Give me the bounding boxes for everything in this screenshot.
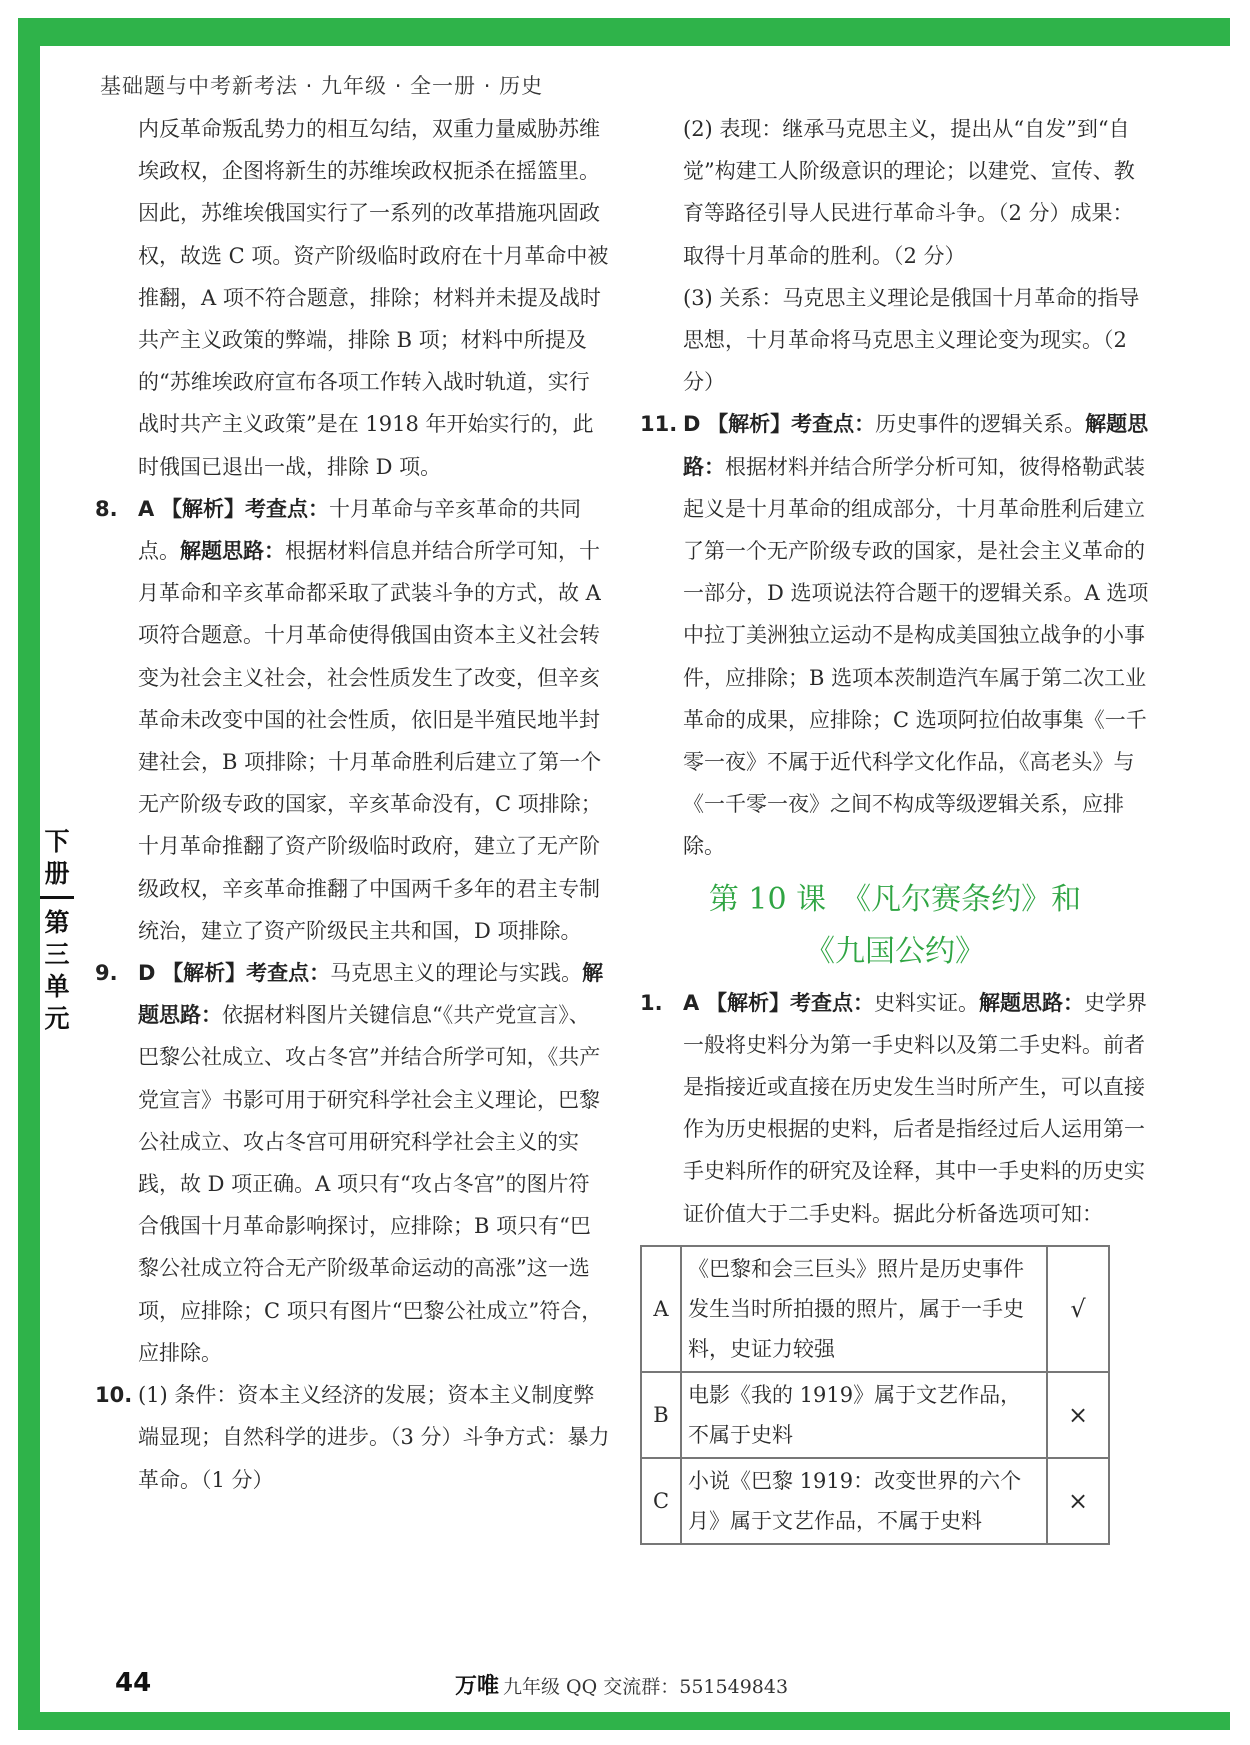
q8-answer xyxy=(95,488,610,952)
q10-part3-text: (3) 关系：马克思主义理论是俄国十月革命的指导思想，十月革命将马克思主义理论变为现实。（2 分） xyxy=(683,285,1140,395)
side-tab-unit-char: 三 xyxy=(44,940,70,969)
key-point-text: 马克思主义的理论与实践。 xyxy=(330,961,583,986)
lesson-title-line: 第 10 课 《凡尔赛条约》和 xyxy=(708,881,1082,917)
page-frame-top xyxy=(18,18,1230,46)
footer-note xyxy=(455,1669,788,1700)
approach-text: 根据材料并结合所学分析可知，彼得格勒武装起义是十月革命的组成部分，十月革命胜利后建立了第一个无产阶级专政的国家，是社会主义革命的一部分，D 选项说法符合题干的逻辑关系。A 选项中拉丁美洲独立运动不是构成美国独立战争的小事件，应排除；B 选项本茨制造汽车属于第二次工业革命的成果，应排除；C 选项阿拉伯故事集《一千零一夜》不属于近代科学文化作品，《高老头》与《一千零一夜》之间不构成等级逻辑关系，应排除。 xyxy=(683,454,1149,859)
cross-mark-icon: × xyxy=(1047,1458,1109,1544)
check-mark-icon: √ xyxy=(1047,1246,1109,1372)
lesson-title-line: 《九国公约》 xyxy=(805,933,985,969)
table-row xyxy=(641,1246,1109,1372)
analysis-tag: 【解析】 xyxy=(707,412,792,437)
key-point-label: 考查点： xyxy=(246,961,331,986)
approach-text: 依据材料图片关键信息“《共产党宣言》、巴黎公社成立、攻占冬宫”并结合所学可知，《共产党宣言》书影可用于研究科学社会主义理论，巴黎公社成立、攻占冬宫可用研究科学社会主义的实践，故 D 项正确。A 项只有“攻占冬宫”的图片符合俄国十月革命影响探讨，应排除；B 项只有“巴黎公社成立符合无产阶级革命运动的高涨”这一选项，应排除；C 项只有图片“巴黎公社成立”符合，应排除。 xyxy=(138,1003,603,1365)
page-number: 44 xyxy=(115,1668,152,1698)
approach-label: 解题思路： xyxy=(138,961,604,1028)
side-tab xyxy=(40,826,74,1035)
option-letter: B xyxy=(641,1372,681,1458)
answer-letter: D xyxy=(138,961,156,986)
left-column xyxy=(95,108,610,1501)
q9-answer xyxy=(95,952,610,1374)
key-point-label: 考查点： xyxy=(789,990,874,1015)
options-table xyxy=(640,1245,1110,1545)
approach-label: 解题思路： xyxy=(180,539,285,564)
approach-label: 解题思路： xyxy=(978,990,1084,1015)
approach-text: 史学界一般将史料分为第一手史料以及第二手史料。前者是指接近或直接在历史发生当时所产生，可以直接作为历史根据的史料，后者是指经过后人运用第一手史料所作的研究及诠释，其中一手史料的历史实证价值大于二手史料。据此分析备选项可知： xyxy=(683,990,1147,1226)
question-number: 9. xyxy=(95,961,118,986)
table-row xyxy=(641,1458,1109,1544)
q10-answer xyxy=(95,1374,610,1501)
key-point-text: 十月革命与辛亥革命的共同点。 xyxy=(138,496,581,564)
side-tab-volume-char: 下 xyxy=(44,827,70,856)
q10-part2-text: (2) 表现：继承马克思主义，提出从“自发”到“自觉”构建工人阶级意识的理论；以建党、宣传、教育等路径引导人民进行革命斗争。（2 分）成果：取得十月革命的胜利。（2 分） xyxy=(683,117,1135,268)
footer-group-text: 九年级 QQ 交流群：551549843 xyxy=(503,1676,789,1698)
analysis-tag: 【解析】 xyxy=(705,990,790,1015)
option-letter: C xyxy=(641,1458,681,1544)
approach-label: 解题思路： xyxy=(683,412,1149,479)
question-number: 10. xyxy=(95,1383,133,1408)
lesson10-q1-answer xyxy=(640,982,1150,1235)
approach-text: 根据材料信息并结合所学可知，十月革命和辛亥革命都采取了武装斗争的方式，故 A 项符合题意。十月革命使得俄国由资本主义社会转变为社会主义社会，社会性质发生了改变，但辛亥革命未改变中国的社会性质，依旧是半殖民地半封建社会，B 项排除；十月革命胜利后建立了第一个无产阶级专政的国家，辛亥革命没有，C 项排除；十月革命推翻了资产阶级临时政府，建立了无产阶级政权，辛亥革命推翻了中国两千多年的君主专制统治，建立了资产阶级民主共和国，D 项排除。 xyxy=(138,539,602,943)
cross-mark-icon: × xyxy=(1047,1372,1109,1458)
side-tab-unit-char: 第 xyxy=(44,908,70,937)
brand-logo: 万唯 xyxy=(455,1674,500,1699)
side-tab-unit-char: 单 xyxy=(44,972,70,1001)
option-description: 《巴黎和会三巨头》照片是历史事件发生当时所拍摄的照片，属于一手史料，史证力较强 xyxy=(681,1246,1047,1372)
option-description: 小说《巴黎 1919：改变世界的六个月》属于文艺作品，不属于史料 xyxy=(681,1458,1047,1544)
right-column xyxy=(640,108,1150,1545)
key-point-label: 考查点： xyxy=(244,496,329,521)
q11-answer xyxy=(640,403,1150,867)
lesson-title xyxy=(640,874,1150,978)
page-frame-bottom xyxy=(18,1712,1230,1730)
option-letter: A xyxy=(641,1246,681,1372)
analysis-tag: 【解析】 xyxy=(160,496,245,521)
question-number: 1. xyxy=(640,990,663,1015)
key-point-text: 历史事件的逻辑关系。 xyxy=(875,412,1086,437)
q7-continued-text: 内反革命叛乱势力的相互勾结，双重力量威胁苏维埃政权，企图将新生的苏维埃政权扼杀在摇篮里。因此，苏维埃俄国实行了一系列的改革措施巩固政权，故选 C 项。资产阶级临时政府在十月革命中被推翻，A 项不符合题意，排除；材料并未提及战时共产主义政策的弊端，排除 B 项；材料中所提及的“苏维埃政府宣布各项工作转入战时轨道，实行战时共产主义政策”是在 1918 年开始实行的，此时俄国已退出一战，排除 D 项。 xyxy=(138,117,609,479)
analysis-tag: 【解析】 xyxy=(162,961,247,986)
answer-letter: A xyxy=(683,990,700,1015)
side-tab-volume-char: 册 xyxy=(44,859,70,888)
table-row xyxy=(641,1372,1109,1458)
answer-letter: D xyxy=(683,412,701,437)
question-number: 8. xyxy=(95,496,118,521)
key-point-label: 考查点： xyxy=(791,412,876,437)
key-point-text: 史料实证。 xyxy=(873,990,979,1015)
q10-part1-text: (1) 条件：资本主义经济的发展；资本主义制度弊端显现；自然科学的进步。（3 分）斗争方式：暴力革命。（1 分） xyxy=(138,1383,610,1492)
answer-letter: A xyxy=(138,496,155,521)
page-frame-left xyxy=(18,18,40,1730)
option-description: 电影《我的 1919》属于文艺作品，不属于史料 xyxy=(681,1372,1047,1458)
question-number: 11. xyxy=(640,412,678,437)
running-head: 基础题与中考新考法 · 九年级 · 全一册 · 历史 xyxy=(100,74,544,98)
side-tab-unit-char: 元 xyxy=(44,1004,70,1033)
